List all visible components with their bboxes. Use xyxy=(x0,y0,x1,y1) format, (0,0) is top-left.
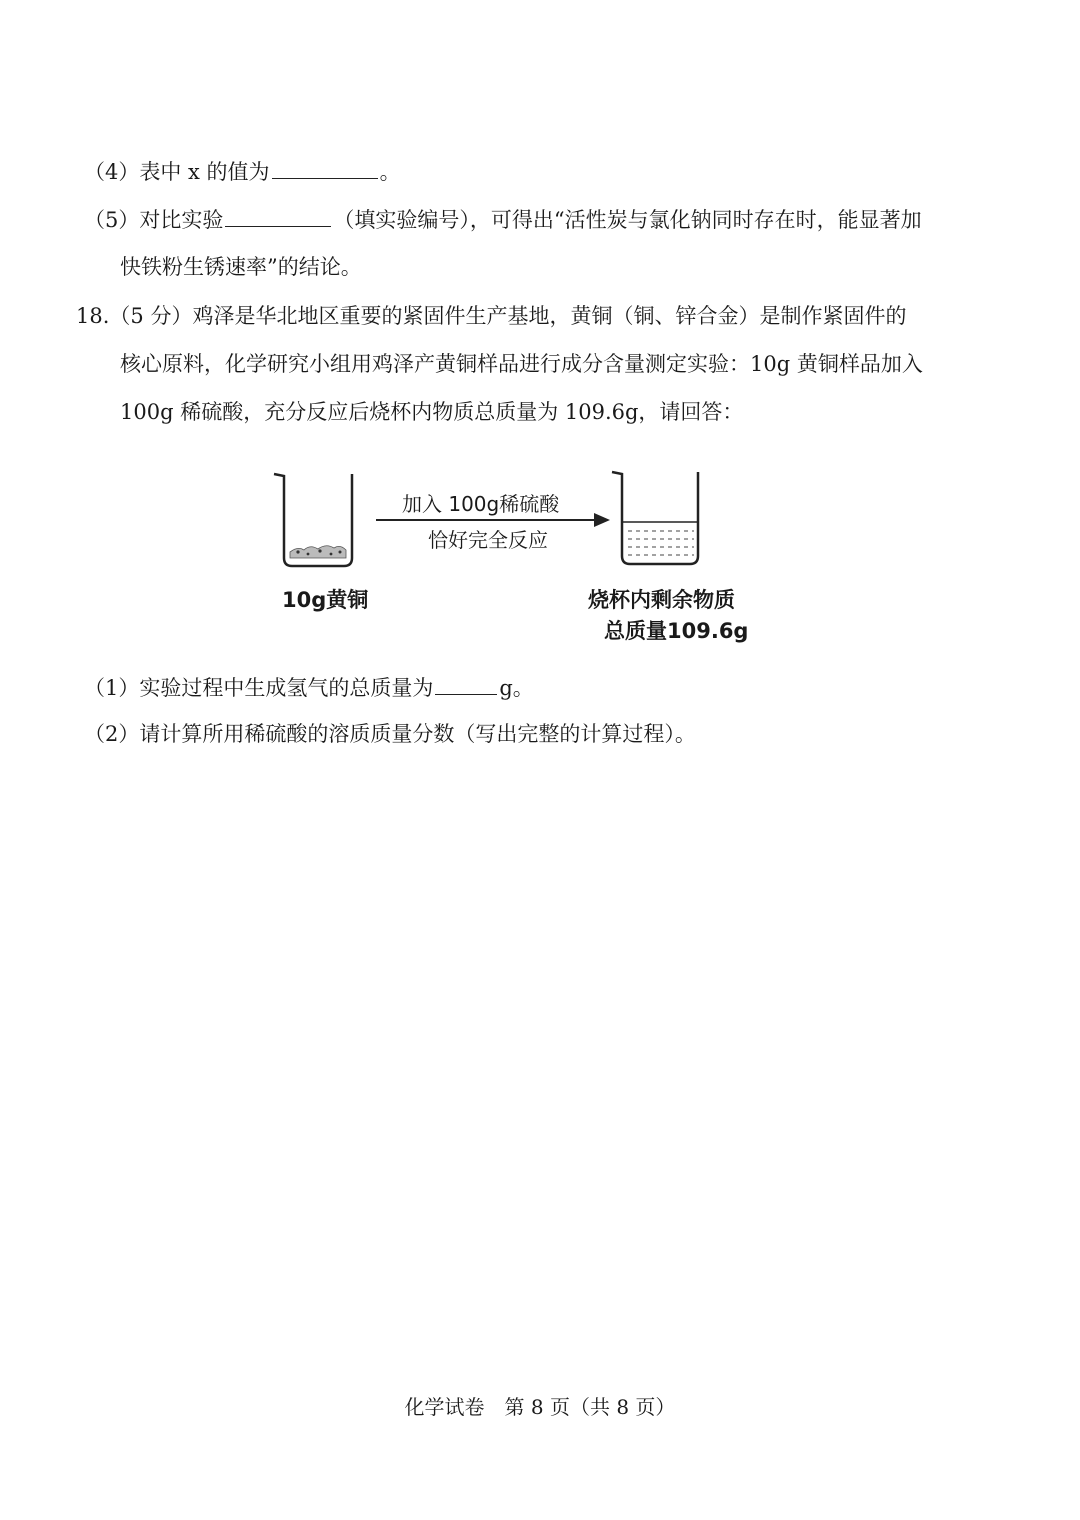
answer-blank[interactable] xyxy=(435,672,497,695)
right-beaker-label-line1: 烧杯内剩余物质 xyxy=(588,588,735,612)
question-number: 18. xyxy=(76,304,110,328)
q17-item5 xyxy=(84,204,922,235)
q17-item4 xyxy=(84,156,401,187)
q17-item5-continuation: 快铁粉生锈速率”的结论。 xyxy=(120,255,362,279)
q18-stem-line3: 100g 稀硫酸，充分反应后烧杯内物质总质量为 109.6g，请回答： xyxy=(120,400,744,424)
arrow-top-text: 加入 100g稀硫酸 xyxy=(402,492,560,516)
q17-item4-suffix: 。 xyxy=(379,160,401,184)
left-beaker-icon xyxy=(274,474,352,566)
arrow-bottom-text: 恰好完全反应 xyxy=(428,528,548,552)
q18-stem-line1 xyxy=(76,301,906,331)
right-beaker-icon xyxy=(612,472,698,564)
q18-sub1 xyxy=(84,672,534,703)
q18-stem-text: （5 分）鸡泽是华北地区重要的紧固件生产基地，黄铜（铜、锌合金）是制作紧固件的 xyxy=(109,304,907,328)
q18-sub1-text: （1）实验过程中生成氢气的总质量为 xyxy=(84,676,434,700)
experiment-figure xyxy=(268,440,768,650)
q18-sub1-suffix: g。 xyxy=(499,676,534,700)
answer-blank[interactable] xyxy=(272,156,378,179)
q17-item5-suffix: （填实验编号），可得出“活性炭与氯化钠同时存在时，能显著加 xyxy=(333,208,922,232)
q18-sub2: （2）请计算所用稀硫酸的溶质质量分数（写出完整的计算过程）。 xyxy=(84,722,696,746)
right-beaker-label-line2: 总质量109.6g xyxy=(604,619,749,643)
page-footer: 化学试卷 第 8 页（共 8 页） xyxy=(404,1395,676,1419)
q17-item5-text: （5）对比实验 xyxy=(84,208,224,232)
answer-blank[interactable] xyxy=(225,204,331,227)
q18-stem-line2: 核心原料，化学研究小组用鸡泽产黄铜样品进行成分含量测定实验：10g 黄铜样品加入 xyxy=(120,352,923,376)
q17-item4-text: （4）表中 x 的值为 xyxy=(84,160,270,184)
left-beaker-label: 10g黄铜 xyxy=(282,588,369,612)
